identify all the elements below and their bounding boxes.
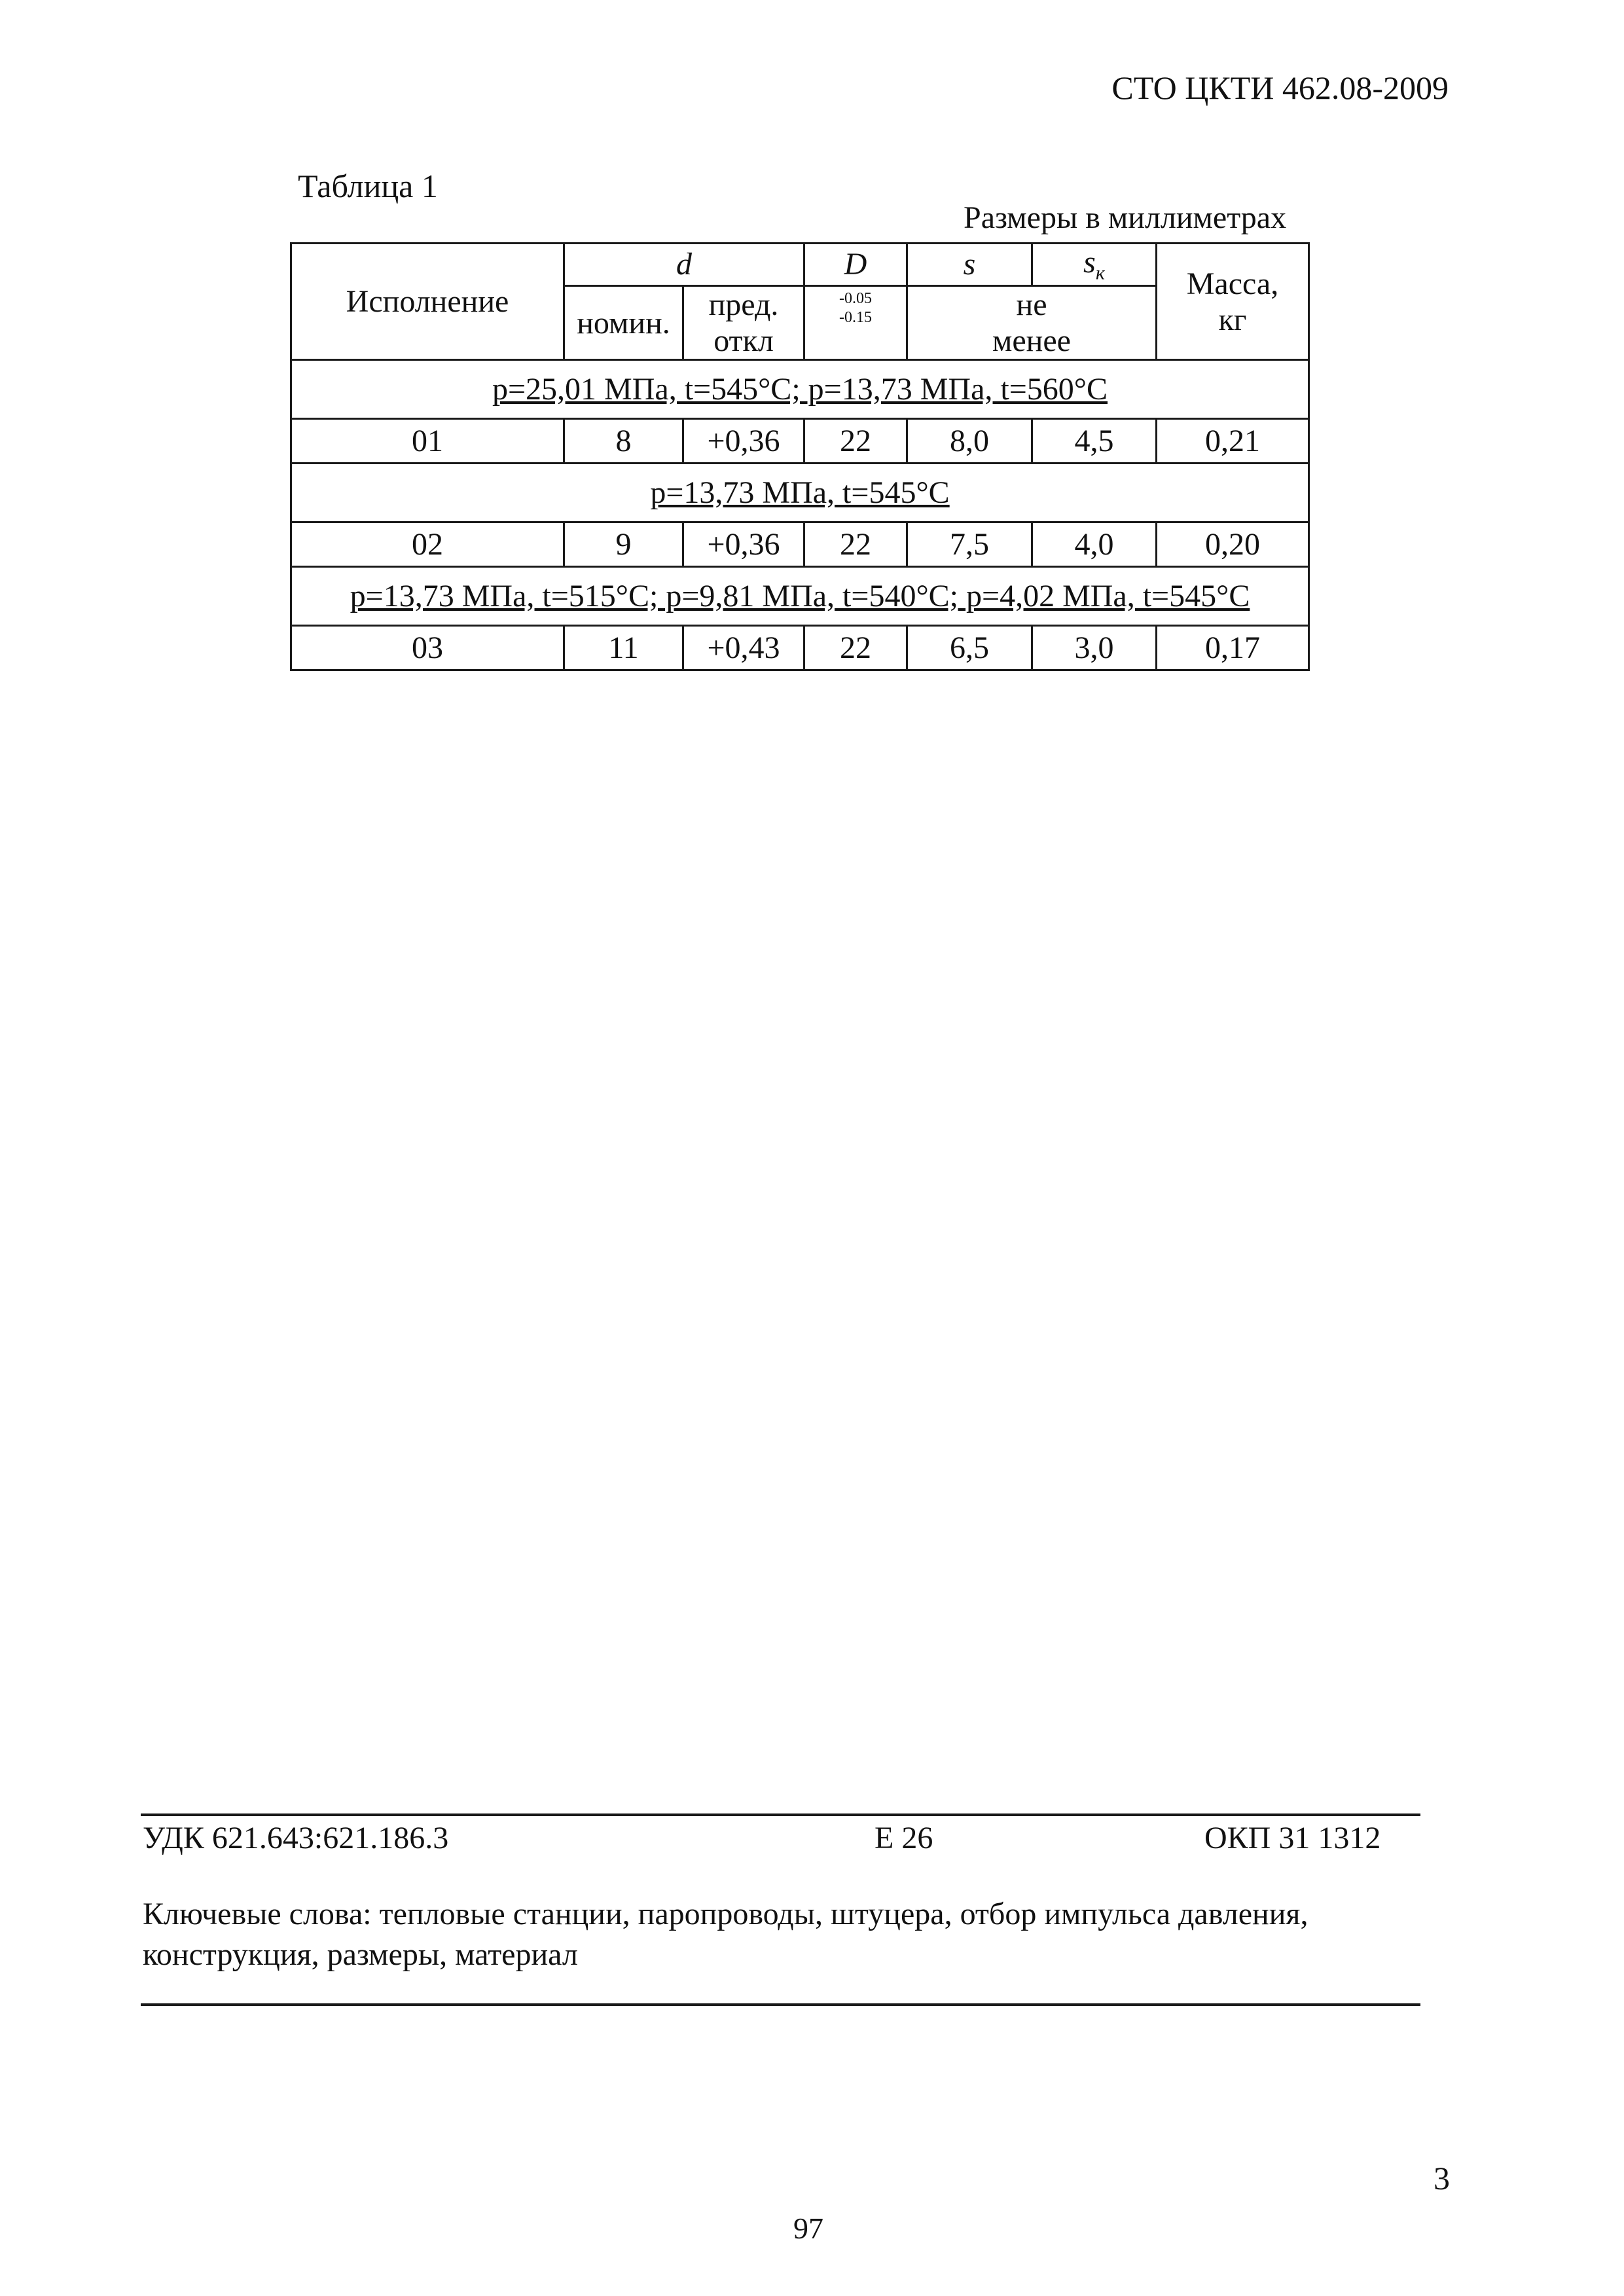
header-D-tolerance bbox=[804, 286, 907, 360]
condition-row bbox=[291, 567, 1309, 626]
cell-d-deviation: +0,36 bbox=[683, 419, 804, 464]
cell-sk: 4,0 bbox=[1032, 522, 1157, 567]
cell-d-deviation: +0,43 bbox=[683, 626, 804, 670]
footer-divider-top bbox=[141, 1813, 1420, 1816]
keywords: Ключевые слова: тепловые станции, паропроводы, штуцера, отбор импульса давления, конструкция, размеры, материал bbox=[143, 1897, 1308, 1972]
cell-execution: 01 bbox=[291, 419, 564, 464]
condition-row bbox=[291, 464, 1309, 522]
header-sk-subscript: к bbox=[1095, 262, 1105, 284]
header-sk-symbol: s bbox=[1083, 245, 1096, 280]
page-number: 3 bbox=[1434, 2160, 1450, 2196]
cell-mass: 0,21 bbox=[1157, 419, 1309, 464]
table-caption: Таблица 1 bbox=[298, 168, 438, 204]
header-s bbox=[907, 244, 1032, 286]
sheet-number: 97 bbox=[793, 2212, 823, 2245]
header-s-symbol: s bbox=[963, 247, 976, 282]
dimensions-table bbox=[290, 242, 1310, 671]
cell-sk: 4,5 bbox=[1032, 419, 1157, 464]
header-d-deviation-line1: пред. bbox=[708, 287, 779, 323]
condition-row bbox=[291, 360, 1309, 419]
cell-execution: 02 bbox=[291, 522, 564, 567]
header-D bbox=[804, 244, 907, 286]
header-d-symbol: d bbox=[676, 247, 692, 282]
cell-d-nominal: 9 bbox=[564, 522, 683, 567]
header-d-deviation-line2: откл bbox=[713, 323, 774, 359]
units-note: Размеры в миллиметрах bbox=[964, 200, 1287, 235]
header-not-less bbox=[907, 286, 1157, 360]
condition-cell bbox=[291, 360, 1309, 419]
D-tolerance-upper: -0.05 bbox=[839, 290, 872, 308]
header-d-nominal: номин. bbox=[564, 286, 683, 360]
condition-cell bbox=[291, 567, 1309, 626]
udk-code: УДК 621.643:621.186.3 bbox=[143, 1821, 449, 1855]
table-row bbox=[291, 626, 1309, 670]
cell-execution: 03 bbox=[291, 626, 564, 670]
cell-s: 8,0 bbox=[907, 419, 1032, 464]
cell-mass: 0,17 bbox=[1157, 626, 1309, 670]
cell-s: 7,5 bbox=[907, 522, 1032, 567]
header-sk bbox=[1032, 244, 1157, 286]
cell-D: 22 bbox=[804, 626, 907, 670]
classification-code: Е 26 bbox=[875, 1821, 933, 1855]
condition-cell bbox=[291, 464, 1309, 522]
document-code: СТО ЦКТИ 462.08-2009 bbox=[1111, 69, 1449, 106]
header-d bbox=[564, 244, 804, 286]
condition-text: р=25,01 МПа, t=545°С; р=13,73 МПа, t=560°С bbox=[492, 372, 1108, 407]
footer-divider-bottom bbox=[141, 2003, 1420, 2006]
header-mass-line2: кг bbox=[1218, 302, 1247, 337]
condition-text: р=13,73 МПа, t=545°С bbox=[650, 475, 950, 511]
cell-mass: 0,20 bbox=[1157, 522, 1309, 567]
header-execution: Исполнение bbox=[291, 244, 564, 360]
cell-s: 6,5 bbox=[907, 626, 1032, 670]
cell-D: 22 bbox=[804, 522, 907, 567]
table-row bbox=[291, 419, 1309, 464]
cell-d-nominal: 11 bbox=[564, 626, 683, 670]
cell-d-nominal: 8 bbox=[564, 419, 683, 464]
condition-text: р=13,73 МПа, t=515°С; р=9,81 МПа, t=540°С; р=4,02 МПа, t=545°С bbox=[350, 579, 1250, 614]
D-tolerance-lower: -0.15 bbox=[839, 308, 872, 326]
header-D-symbol: D bbox=[844, 247, 867, 282]
table-header-row bbox=[291, 244, 1309, 286]
table-row bbox=[291, 522, 1309, 567]
cell-D: 22 bbox=[804, 419, 907, 464]
header-mass bbox=[1157, 244, 1309, 360]
header-not-less-line2: менее bbox=[992, 323, 1071, 359]
cell-sk: 3,0 bbox=[1032, 626, 1157, 670]
header-d-deviation bbox=[683, 286, 804, 360]
cell-d-deviation: +0,36 bbox=[683, 522, 804, 567]
header-mass-line1: Масса, bbox=[1186, 266, 1279, 301]
header-not-less-line1: не bbox=[1016, 287, 1047, 323]
okp-code: ОКП 31 1312 bbox=[1204, 1821, 1381, 1855]
